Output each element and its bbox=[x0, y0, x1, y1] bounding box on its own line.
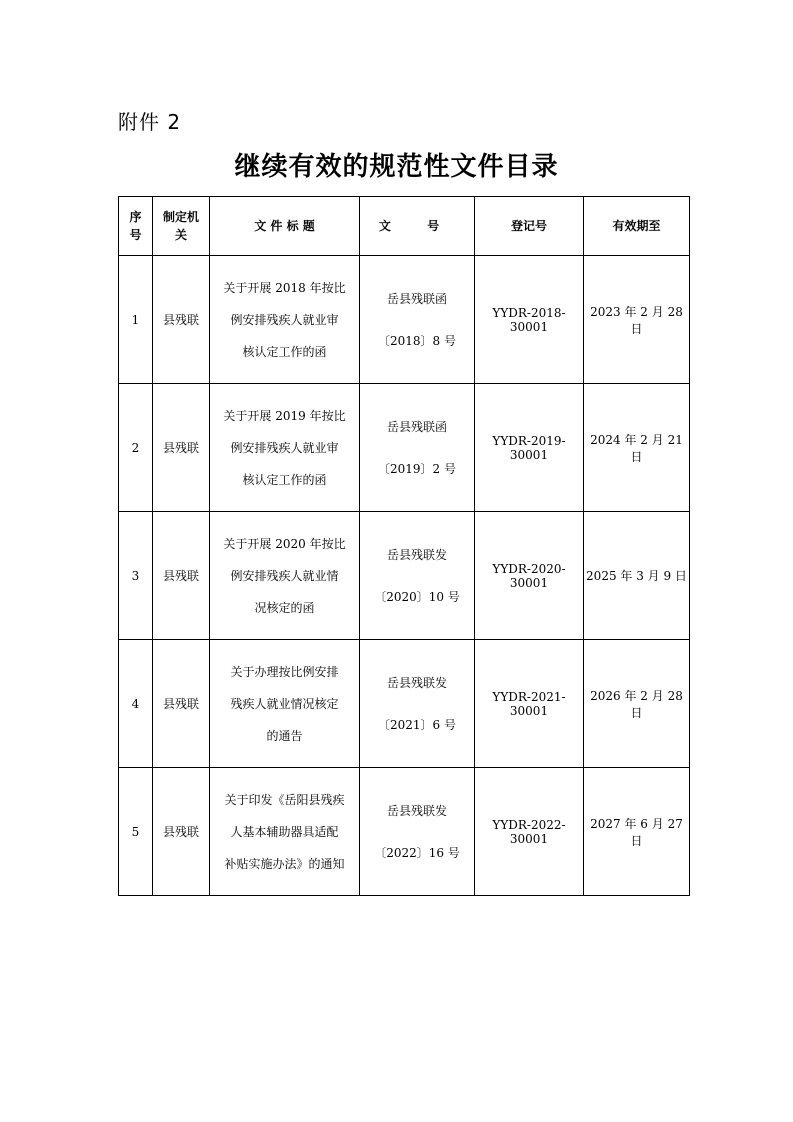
doc-title-line: 例安排残疾人就业情 bbox=[230, 568, 339, 583]
document-catalog-table bbox=[118, 196, 690, 896]
doc-title-line: 关于开展 2020 年按比 bbox=[223, 536, 346, 551]
table-row bbox=[119, 640, 690, 768]
doc-number-line: 〔2020〕10 号 bbox=[374, 589, 460, 604]
doc-title-line: 人基本辅助器具适配 bbox=[230, 824, 339, 839]
doc-title-line: 况核定的函 bbox=[254, 600, 315, 615]
doc-number-line: 〔2019〕2 号 bbox=[378, 461, 456, 476]
cell-doc-title bbox=[210, 640, 360, 768]
doc-title-line: 残疾人就业情况核定 bbox=[230, 696, 339, 711]
cell-doc-number bbox=[360, 640, 475, 768]
cell-valid-until: 2026 年 2 月 28 日 bbox=[584, 640, 690, 768]
cell-doc-number bbox=[360, 512, 475, 640]
cell-seq: 4 bbox=[119, 640, 153, 768]
doc-title-line: 关于开展 2019 年按比 bbox=[223, 408, 346, 423]
doc-title-line: 关于办理按比例安排 bbox=[230, 664, 339, 679]
cell-reg-number: YYDR-2022-30001 bbox=[475, 768, 584, 896]
doc-number-line: 岳县残联发 bbox=[386, 547, 447, 562]
cell-doc-title bbox=[210, 256, 360, 384]
doc-number-line: 〔2018〕8 号 bbox=[378, 333, 456, 348]
cell-reg-number: YYDR-2019-30001 bbox=[475, 384, 584, 512]
doc-number-line: 〔2022〕16 号 bbox=[374, 845, 460, 860]
table-row bbox=[119, 256, 690, 384]
cell-valid-until: 2027 年 6 月 27 日 bbox=[584, 768, 690, 896]
cell-org: 县残联 bbox=[153, 768, 210, 896]
doc-number-line: 岳县残联函 bbox=[386, 419, 447, 434]
header-valid-until: 有效期至 bbox=[584, 197, 690, 256]
doc-title-line: 补贴实施办法》的通知 bbox=[224, 856, 345, 871]
cell-org: 县残联 bbox=[153, 384, 210, 512]
header-doc-title: 文 件 标 题 bbox=[210, 197, 360, 256]
cell-org: 县残联 bbox=[153, 512, 210, 640]
cell-seq: 3 bbox=[119, 512, 153, 640]
cell-doc-number bbox=[360, 384, 475, 512]
cell-valid-until: 2023 年 2 月 28 日 bbox=[584, 256, 690, 384]
header-seq: 序号 bbox=[119, 197, 153, 256]
doc-number-line: 岳县残联发 bbox=[386, 675, 447, 690]
cell-reg-number: YYDR-2018-30001 bbox=[475, 256, 584, 384]
cell-seq: 5 bbox=[119, 768, 153, 896]
doc-title-line: 核认定工作的函 bbox=[242, 472, 327, 487]
cell-doc-title bbox=[210, 512, 360, 640]
doc-title-line: 的通告 bbox=[266, 728, 303, 743]
cell-org: 县残联 bbox=[153, 256, 210, 384]
cell-reg-number: YYDR-2021-30001 bbox=[475, 640, 584, 768]
doc-number-line: 〔2021〕6 号 bbox=[378, 717, 456, 732]
cell-reg-number: YYDR-2020-30001 bbox=[475, 512, 584, 640]
header-doc-number: 文 号 bbox=[360, 197, 475, 256]
cell-seq: 2 bbox=[119, 384, 153, 512]
page-title: 继续有效的规范性文件目录 bbox=[234, 152, 559, 182]
table-row bbox=[119, 768, 690, 896]
cell-seq: 1 bbox=[119, 256, 153, 384]
table-row bbox=[119, 384, 690, 512]
cell-doc-number bbox=[360, 768, 475, 896]
cell-doc-title bbox=[210, 384, 360, 512]
doc-title-line: 关于开展 2018 年按比 bbox=[223, 280, 346, 295]
doc-title-line: 核认定工作的函 bbox=[242, 344, 327, 359]
cell-doc-number bbox=[360, 256, 475, 384]
cell-org: 县残联 bbox=[153, 640, 210, 768]
table-row bbox=[119, 512, 690, 640]
cell-doc-title bbox=[210, 768, 360, 896]
doc-title-line: 关于印发《岳阳县残疾 bbox=[224, 792, 345, 807]
doc-title-line: 例安排残疾人就业审 bbox=[230, 312, 339, 327]
doc-title-line: 例安排残疾人就业审 bbox=[230, 440, 339, 455]
attachment-label: 附件 2 bbox=[118, 110, 182, 134]
doc-number-line: 岳县残联发 bbox=[386, 803, 447, 818]
cell-valid-until: 2024 年 2 月 21 日 bbox=[584, 384, 690, 512]
header-org: 制定机关 bbox=[153, 197, 210, 256]
table-header-row bbox=[119, 197, 690, 256]
header-reg-number: 登记号 bbox=[475, 197, 584, 256]
cell-valid-until: 2025 年 3 月 9 日 bbox=[584, 512, 690, 640]
doc-number-line: 岳县残联函 bbox=[386, 291, 447, 306]
